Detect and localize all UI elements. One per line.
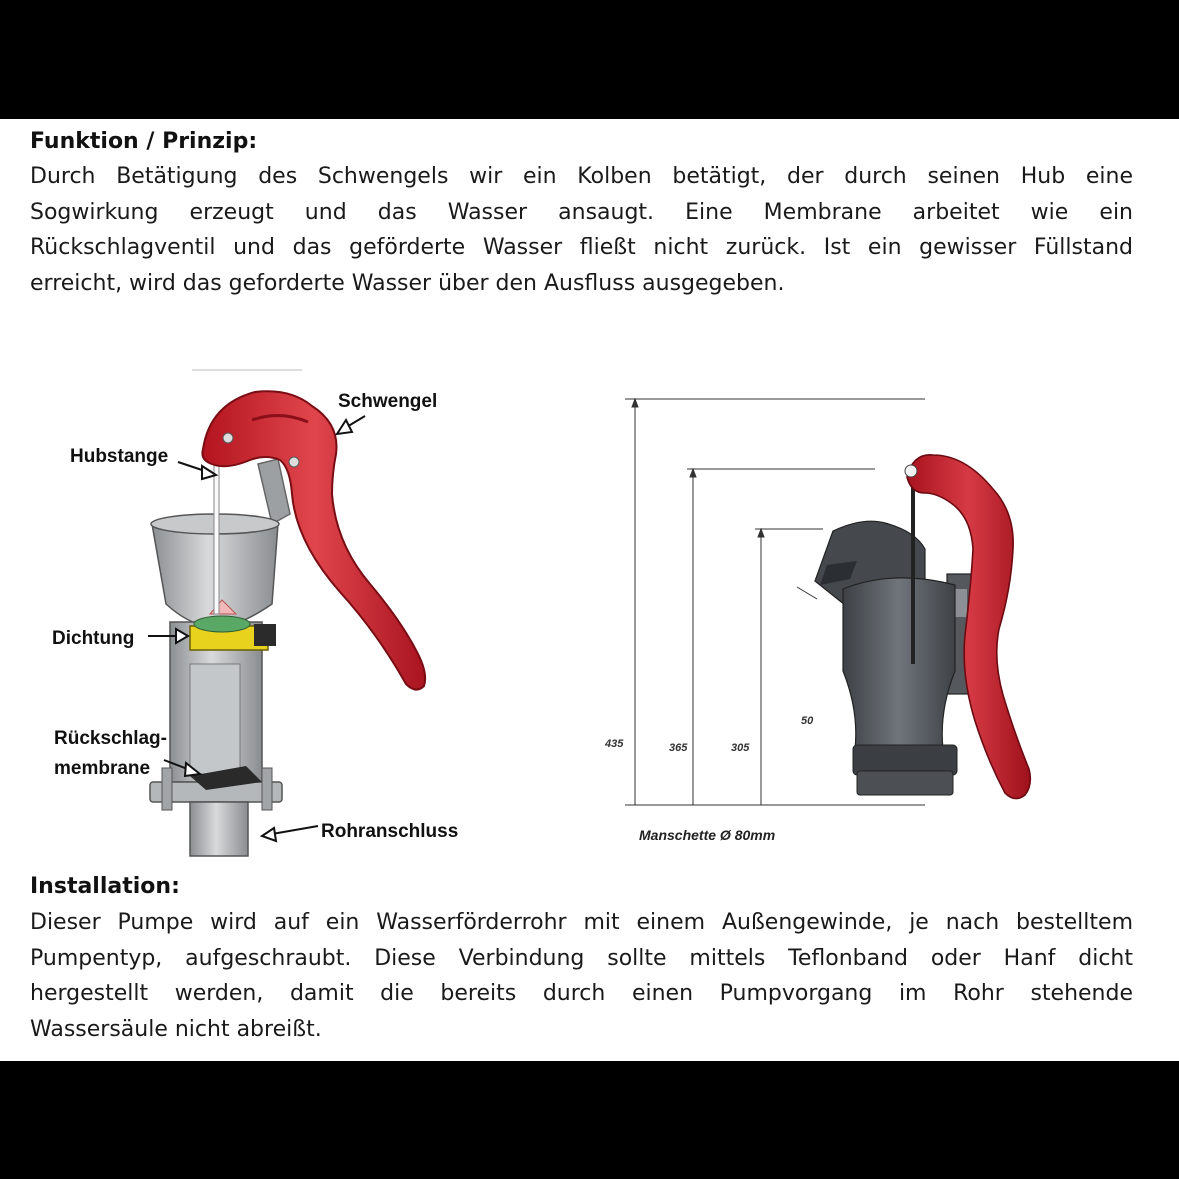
installation-line: hergestellt werden, damit die bereits durch einen Pumpvorgang im Rohr stehende [30,981,1133,1007]
dim-365: 365 [669,742,688,754]
installation-heading: Installation: [30,874,180,899]
installation-line: Pumpentyp, aufgeschraubt. Diese Verbindung sollte mittels Teflonband oder Hanf dicht [30,945,1133,971]
pivot-bracket [258,459,290,524]
installation-line: Wassersäule nicht abreißt. [30,1017,322,1043]
flange-bolt-left [162,768,172,810]
function-line: Sogwirkung erzeugt und das Wasser ansaugt. Eine Membrane arbeitet wie ein [30,199,1133,225]
dim-50: 50 [801,715,814,727]
handle-pin-pivot [289,457,299,467]
pump-cutaway-diagram [40,364,510,864]
seal-clamp [254,624,276,646]
installation-line: Dieser Pumpe wird auf ein Wasserförderrohr mit einem Außengewinde, je nach bestelltem [30,910,1133,935]
label-rueckschlag-1: Rückschlag- [54,728,167,749]
pump-cylinder [190,664,240,774]
dim-305: 305 [731,742,750,754]
label-hubstange: Hubstange [70,446,169,467]
function-line: erreicht, wird das geforderte Wasser über den Ausfluss ausgegeben. [30,271,785,297]
piston-valve [194,616,250,632]
flange-bolt-right [262,768,272,810]
function-paragraph [30,159,1133,302]
label-dichtung: Dichtung [52,628,135,649]
installation-paragraph [30,905,1133,1048]
label-schwengel: Schwengel [338,391,438,412]
pump-rod [214,444,219,614]
pump-dimension-drawing [595,389,1065,869]
dim-435: 435 [605,738,624,750]
function-heading: Funktion / Prinzip: [30,129,258,154]
label-rueckschlag-2: membrane [54,758,151,779]
pump-rod [911,484,915,664]
handle-pin [905,465,917,477]
handle-pin-front [223,433,233,443]
pump-base-flange [857,771,953,795]
pipe-connection [190,802,248,856]
function-line: Durch Betätigung des Schwengels wir ein Kolben betätigt, der durch seinen Hub eine [30,164,1133,189]
label-rohranschluss: Rohranschluss [321,821,459,842]
function-line: Rückschlagventil und das geförderte Wasser fließt nicht zurück. Ist ein gewisser Füllstand [30,235,1133,261]
pump-body [843,578,955,749]
document-page [0,119,1179,1061]
caption-manschette: Manschette Ø 80mm [639,827,776,843]
